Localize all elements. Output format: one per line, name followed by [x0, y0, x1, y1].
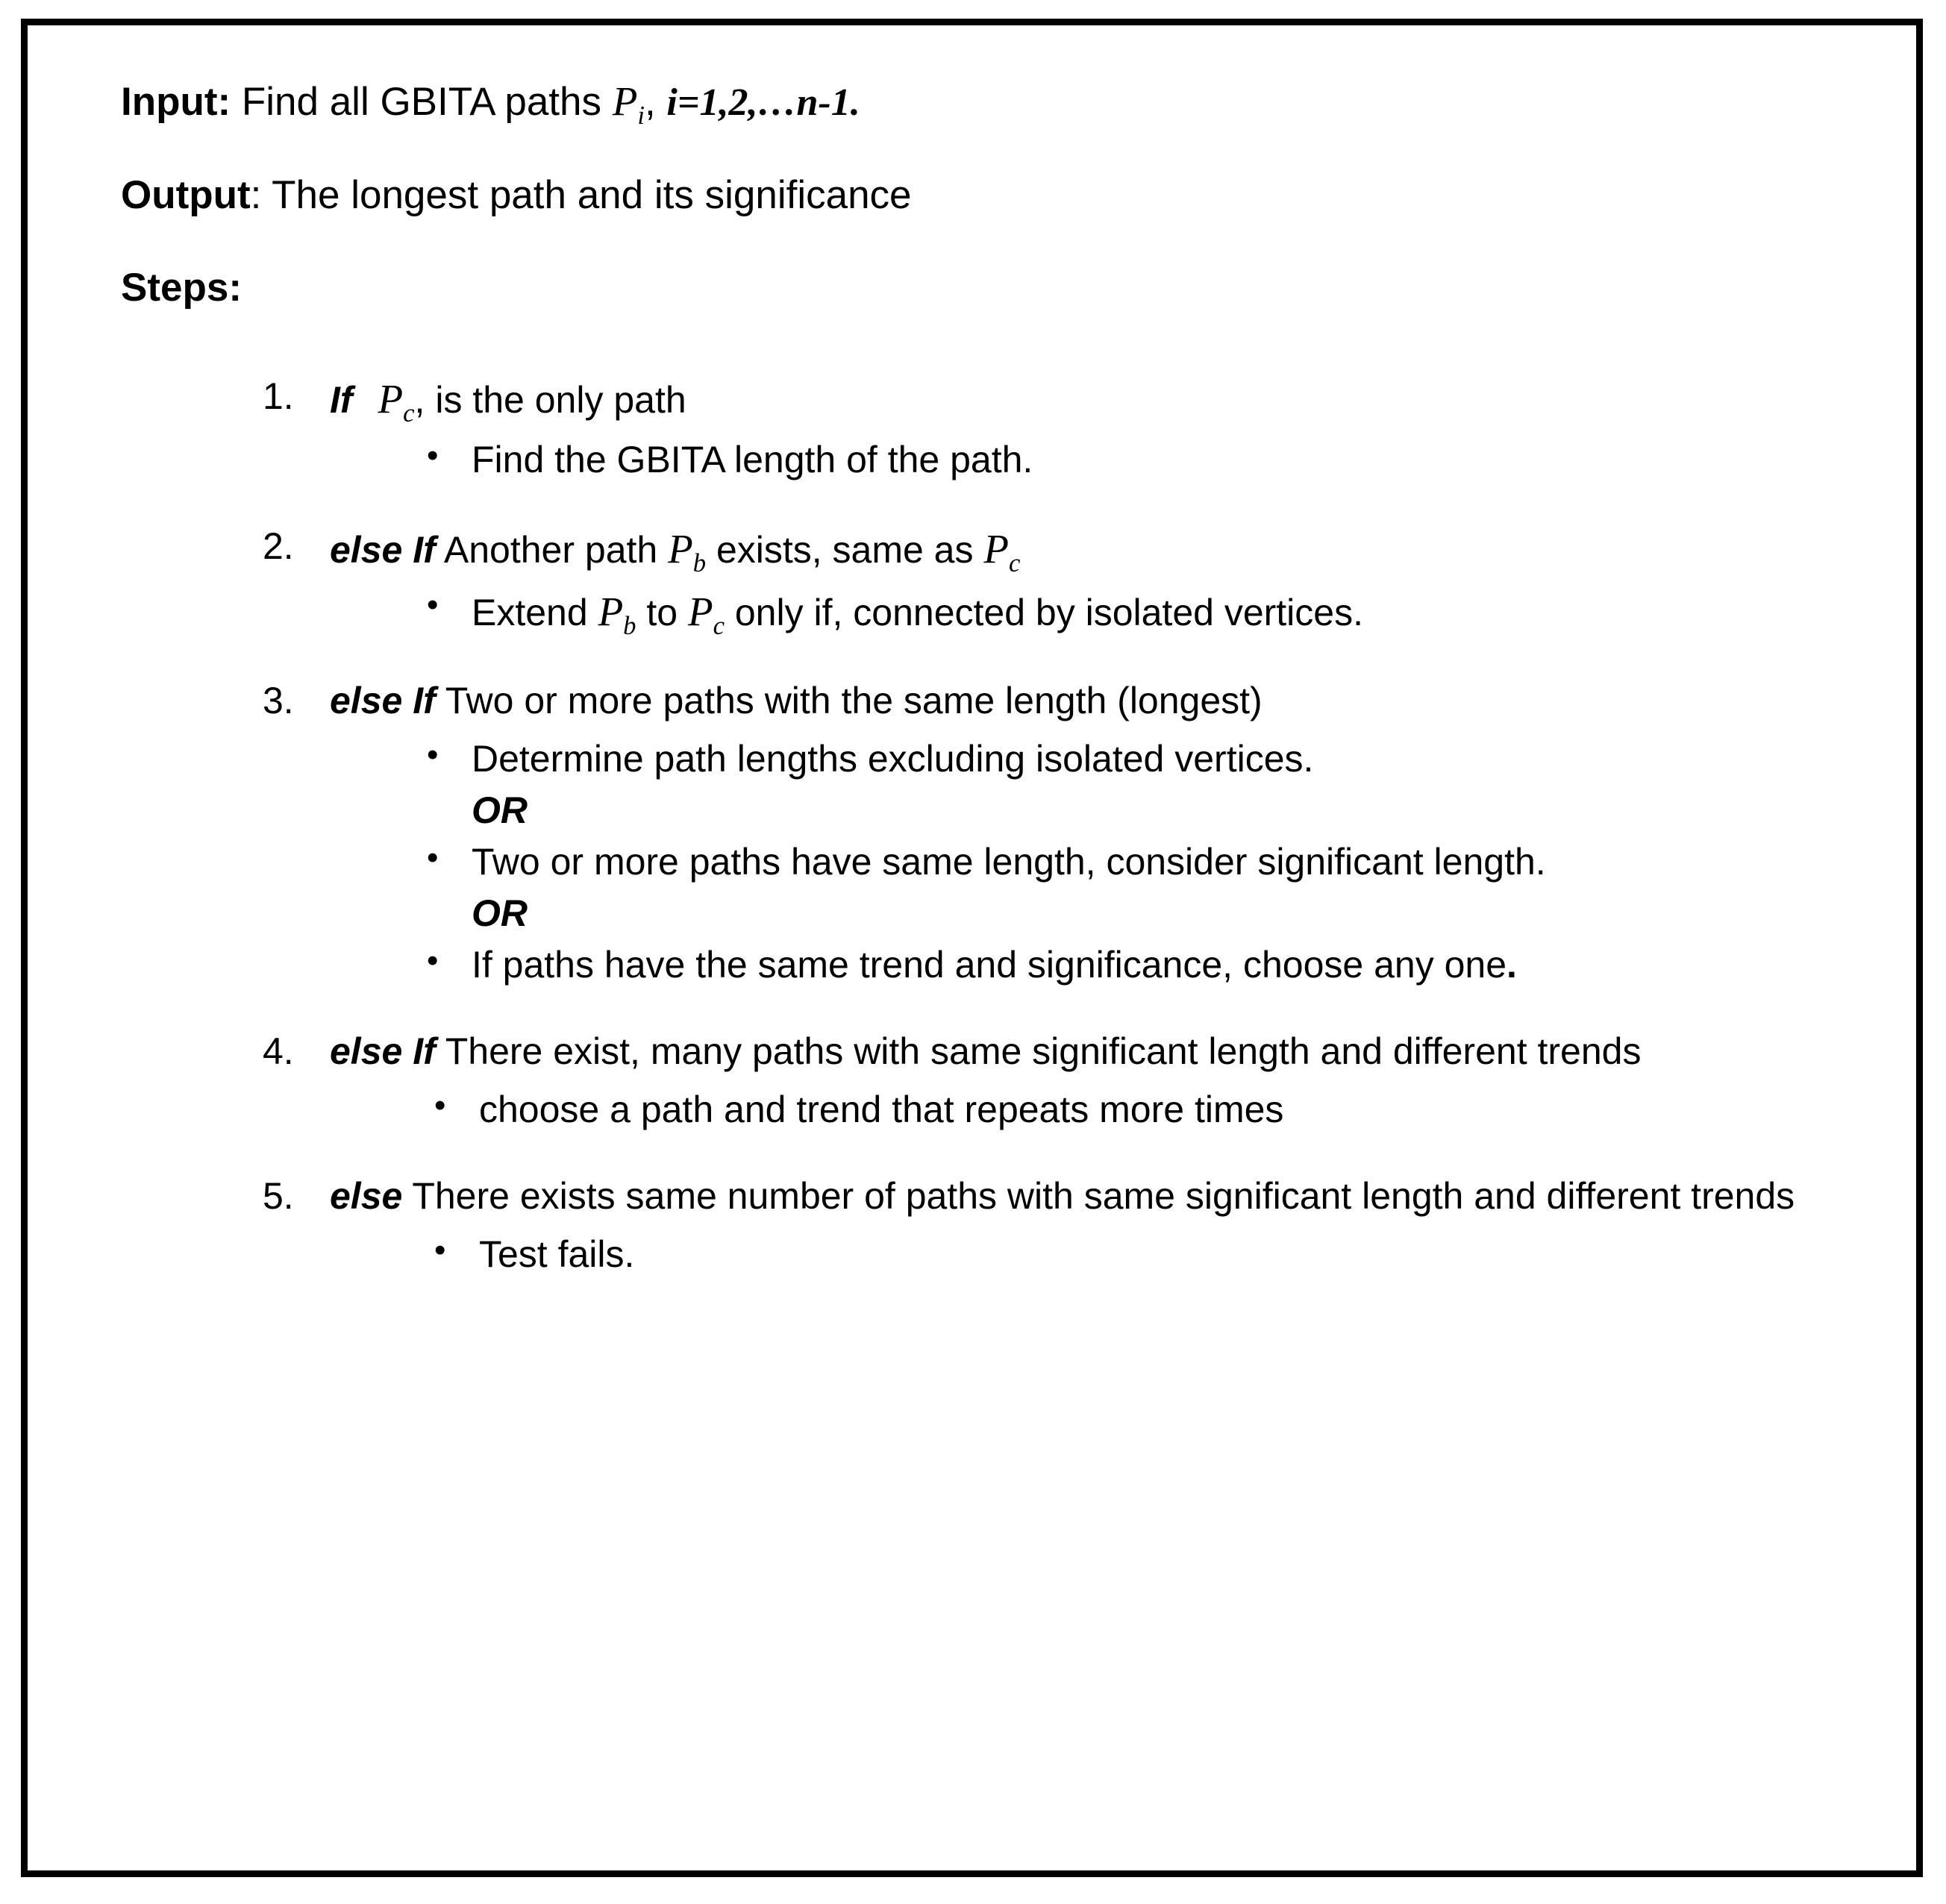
- input-label: Input:: [121, 80, 231, 124]
- step-1-head: [330, 373, 1886, 428]
- bullet-variable-1: [598, 589, 636, 640]
- step-4-bullets: [188, 1086, 1886, 1134]
- step-2-bullets: [188, 585, 1886, 639]
- step-2: [121, 523, 1886, 639]
- algorithm-box: [21, 19, 1923, 1877]
- input-index-range: i=1,2,…n-1.: [666, 81, 860, 124]
- step-2-keyword: else If: [330, 528, 436, 571]
- input-text-after: ,: [644, 80, 667, 124]
- input-text-before: Find all GBITA paths: [231, 80, 613, 124]
- bullet-item: • Test fails.: [434, 1230, 1886, 1279]
- step-2-variable-2: [983, 525, 1021, 577]
- step-5: [121, 1173, 1886, 1279]
- step-3: [121, 677, 1886, 989]
- bullet-text-b: to: [636, 592, 688, 634]
- step-1-bullets: [188, 436, 1886, 484]
- step-5-bullets: [188, 1230, 1886, 1279]
- step-2-head: [330, 523, 1886, 577]
- bullet-item: • Find the GBITA length of the path.: [427, 436, 1886, 484]
- step-2-variable-2-base: P: [983, 525, 1009, 571]
- step-1: [121, 373, 1886, 483]
- step-2-variable-1: [668, 525, 707, 577]
- or-separator: OR: [472, 789, 528, 831]
- step-5-head: [330, 1173, 1886, 1220]
- step-2-variable-1-base: P: [668, 525, 693, 571]
- step-4: [121, 1028, 1886, 1134]
- bullet-text: If paths have the same trend and significance, choose any one: [472, 943, 1507, 986]
- step-1-variable: [378, 376, 415, 428]
- step-5-number: 5.: [263, 1174, 294, 1217]
- output-text: : The longest path and its significance: [250, 172, 912, 217]
- step-1-variable-subscript: c: [403, 399, 415, 428]
- bullet-variable-1-subscript: b: [623, 611, 636, 640]
- step-5-head-text: There exists same number of paths with same significant length and different trends: [402, 1174, 1795, 1217]
- bullet-variable-2-subscript: c: [713, 611, 725, 640]
- bullet-variable-1-base: P: [598, 589, 624, 635]
- input-line: [121, 78, 1886, 130]
- step-2-head-text-a: Another path: [435, 528, 669, 571]
- input-variable: [612, 78, 645, 130]
- output-line: [121, 172, 1886, 219]
- steps-list: [121, 373, 1886, 1278]
- bullet-variable-2-base: P: [687, 589, 713, 635]
- algorithm-content: [28, 25, 1916, 1870]
- step-1-number: 1.: [263, 375, 294, 418]
- bullet-item: [427, 585, 1886, 639]
- step-3-bullets: [188, 735, 1886, 989]
- input-variable-subscript: i: [637, 101, 645, 130]
- bullet-end-period: .: [1507, 943, 1517, 986]
- step-3-number: 3.: [263, 679, 294, 721]
- bullet-item: • Two or more paths have same length, consider significant length.: [427, 838, 1886, 886]
- output-label: Output: [121, 172, 251, 217]
- step-3-keyword: else If: [330, 679, 436, 721]
- or-separator: OR: [472, 892, 528, 934]
- step-5-keyword: else: [330, 1174, 403, 1217]
- step-1-variable-base: P: [378, 376, 404, 422]
- step-4-keyword: else If: [330, 1030, 436, 1072]
- bullet-variable-2: [687, 589, 725, 640]
- step-3-head: [330, 677, 1886, 724]
- step-4-head-text: There exist, many paths with same significant length and different trends: [435, 1030, 1642, 1072]
- step-2-head-text-b: exists, same as: [706, 528, 984, 571]
- step-3-head-text: Two or more paths with the same length (longest): [435, 679, 1263, 721]
- step-2-variable-1-subscript: b: [692, 548, 707, 577]
- step-4-number: 4.: [263, 1030, 294, 1072]
- step-2-number: 2.: [263, 524, 294, 567]
- step-1-keyword: If: [330, 379, 353, 422]
- bullet-text-a: Extend: [472, 592, 598, 634]
- input-variable-base: P: [612, 78, 638, 124]
- step-4-head: [330, 1028, 1886, 1075]
- bullet-item: [427, 941, 1886, 989]
- steps-label: Steps:: [121, 266, 242, 310]
- bullet-item: • Determine path lengths excluding isolated vertices.: [427, 735, 1886, 783]
- step-1-head-text: , is the only path: [414, 379, 686, 422]
- step-2-variable-2-subscript: c: [1009, 548, 1021, 577]
- bullet-text-c: only if, connected by isolated vertices.: [724, 592, 1363, 634]
- bullet-item: • choose a path and trend that repeats more times: [434, 1086, 1886, 1134]
